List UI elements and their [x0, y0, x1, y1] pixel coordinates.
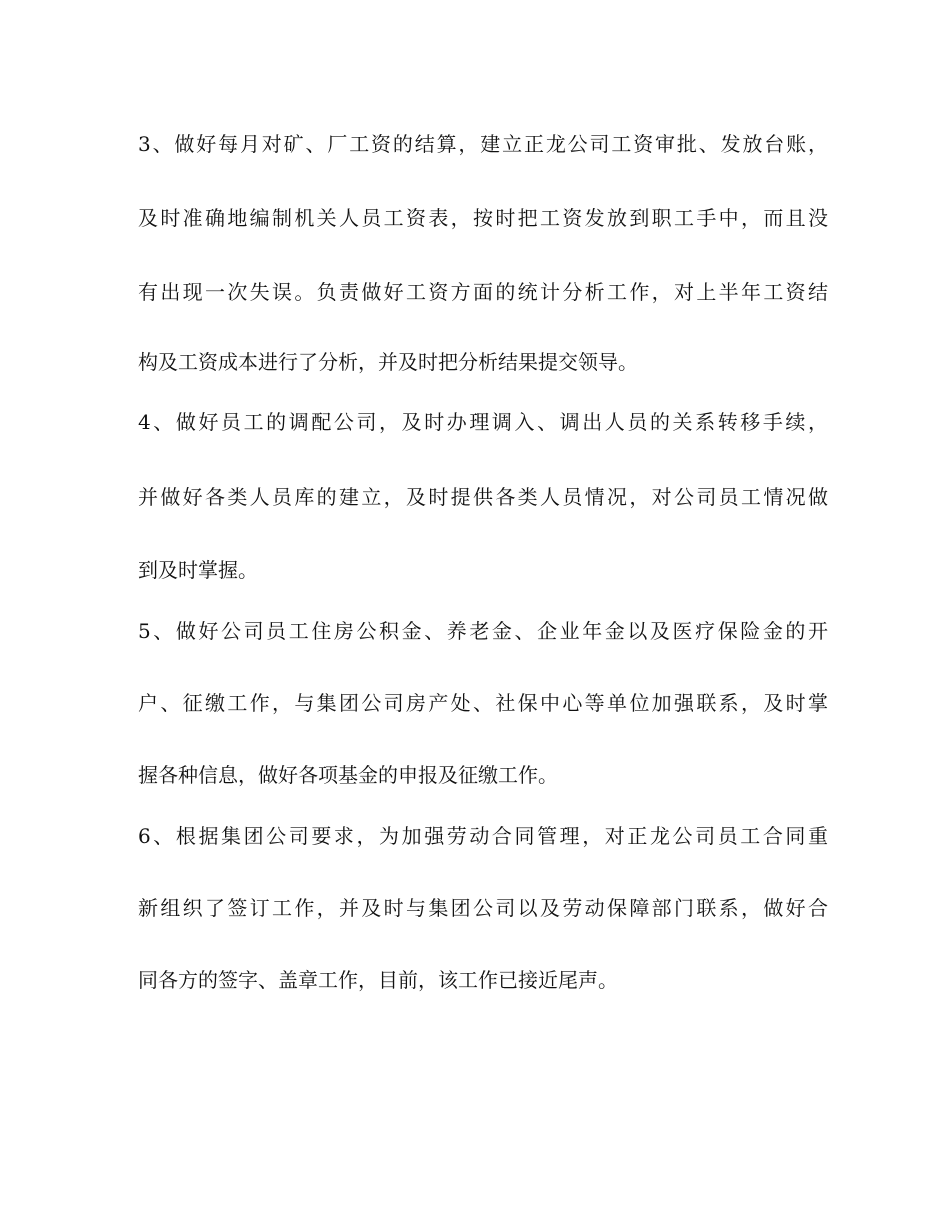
- paragraph-5-line-3: 握各种信息，做好各项基金的申报及征缴工作。: [138, 763, 558, 787]
- paragraph-3-line-1: 3、做好每月对矿、厂工资的结算，建立正龙公司工资审批、发放台账，: [138, 132, 828, 156]
- paragraph-6-line-1: 6、根据集团公司要求，为加强劳动合同管理，对正龙公司员工合同重: [138, 824, 828, 848]
- paragraph-5-line-2: 户、征缴工作，与集团公司房产处、社保中心等单位加强联系，及时掌: [138, 691, 828, 715]
- paragraph-6-line-3: 同各方的签字、盖章工作，目前，该工作已接近尾声。: [138, 968, 618, 992]
- paragraph-4-line-1: 4、做好员工的调配公司，及时办理调入、调出人员的关系转移手续，: [138, 410, 828, 434]
- paragraph-4-line-3: 到及时掌握。: [138, 558, 258, 582]
- paragraph-3-line-4: 构及工资成本进行了分析，并及时把分析结果提交领导。: [138, 350, 638, 374]
- paragraph-6-line-2: 新组织了签订工作，并及时与集团公司以及劳动保障部门联系，做好合: [138, 896, 828, 920]
- paragraph-3-line-2: 及时准确地编制机关人员工资表，按时把工资发放到职工手中，而且没: [138, 206, 828, 230]
- paragraph-5-line-1: 5、做好公司员工住房公积金、养老金、企业年金以及医疗保险金的开: [138, 619, 828, 643]
- paragraph-4-line-2: 并做好各类人员库的建立，及时提供各类人员情况，对公司员工情况做: [138, 485, 828, 509]
- paragraph-3-line-3: 有出现一次失误。负责做好工资方面的统计分析工作，对上半年工资结: [138, 280, 828, 304]
